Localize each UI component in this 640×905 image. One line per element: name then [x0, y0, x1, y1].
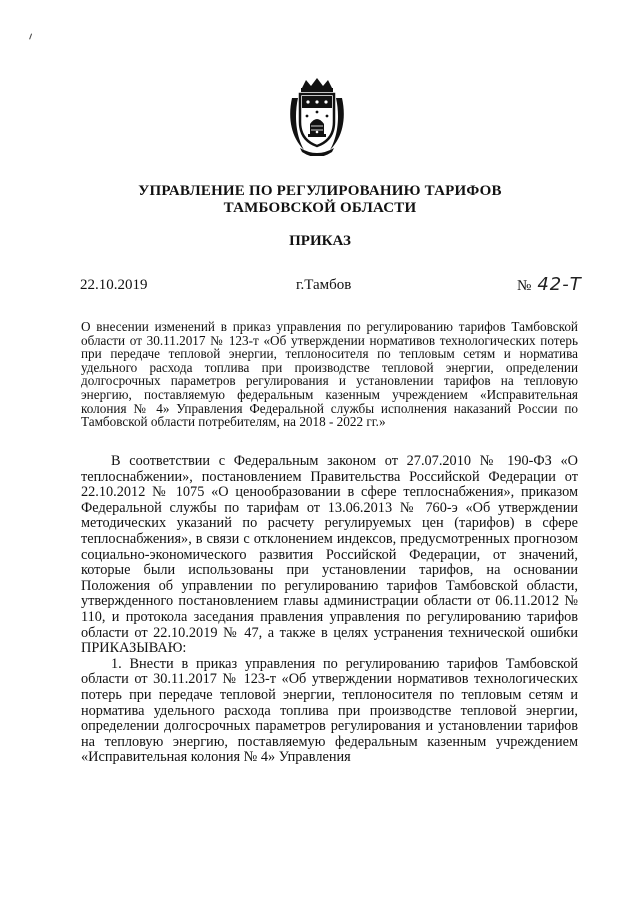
- document-city: г.Тамбов: [296, 277, 352, 293]
- document-number: [517, 274, 582, 295]
- organization-name-line2: ТАМБОВСКОЙ ОБЛАСТИ: [223, 200, 417, 216]
- document-date: 22.10.2019: [80, 277, 148, 293]
- order-body: [81, 454, 578, 766]
- document-type-title: ПРИКАЗ: [289, 233, 351, 249]
- body-paragraph-legal-basis: В соответствии с Федеральным законом от 27.07.2010 № 190-ФЗ «О теплоснабжении», постановлением Правительства Российской Федерации от 22.10.2012 № 1075 «О ценообразовании в сфере теплоснабжения», приказом Федеральной службы по тарифам от 13.06.2013 № 760-э «Об утверждении методических указаний по расчету регулируемых цен (тарифов) в сфере теплоснабжения», в связи с отклонением индексов, предусмотренных прогнозом социально-экономического развития Российской Федерации, от значений, которые были использованы при установлении тарифов, на основании Положения об управлении по регулированию тарифов Тамбовской области, утвержденного постановлением главы администрации области от 06.11.2012 № 110, и протокола заседания правления управления по регулированию тарифов области от 22.10.2019 № 47, а также в целях устранения технической ошибки ПРИКАЗЫВАЮ:: [81, 453, 578, 657]
- stray-pen-mark: [29, 33, 35, 40]
- order-subject: О внесении изменений в приказ управления по регулированию тарифов Тамбовской области от 30.11.2017 № 123-т «Об утверждении нормативов технологических потерь при передаче тепловой энергии, теплоносителя по тепловым сетям и норматива удельного расхода топлива при производстве тепловой энергии, определении долгосрочных параметров регулирования и установлении тарифов на тепловую энергию, поставляемую федеральным казенным учреждением «Исправительная колония № 4» Управления Федеральной службы исполнения наказаний России по Тамбовской области потребителям, на 2018 - 2022 гг.»: [81, 319, 578, 430]
- body-paragraph-item-1: 1. Внести в приказ управления по регулированию тарифов Тамбовской области от 30.11.2017 № 123-т «Об утверждении нормативов технологических потерь при передаче тепловой энергии, теплоносителя по тепловым сетям и норматива удельного расхода топлива при производстве тепловой энергии, определении долгосрочных параметров регулирования и установлении тарифов на тепловую энергию, поставляемую федеральным казенным учреждением «Исправительная колония № 4» Управления: [81, 655, 578, 766]
- handwritten-number: 42-Т: [537, 274, 582, 295]
- organization-name-line1: УПРАВЛЕНИЕ ПО РЕГУЛИРОВАНИЮ ТАРИФОВ: [138, 183, 502, 199]
- coat-of-arms-emblem: [286, 76, 348, 156]
- number-sign: №: [517, 278, 532, 294]
